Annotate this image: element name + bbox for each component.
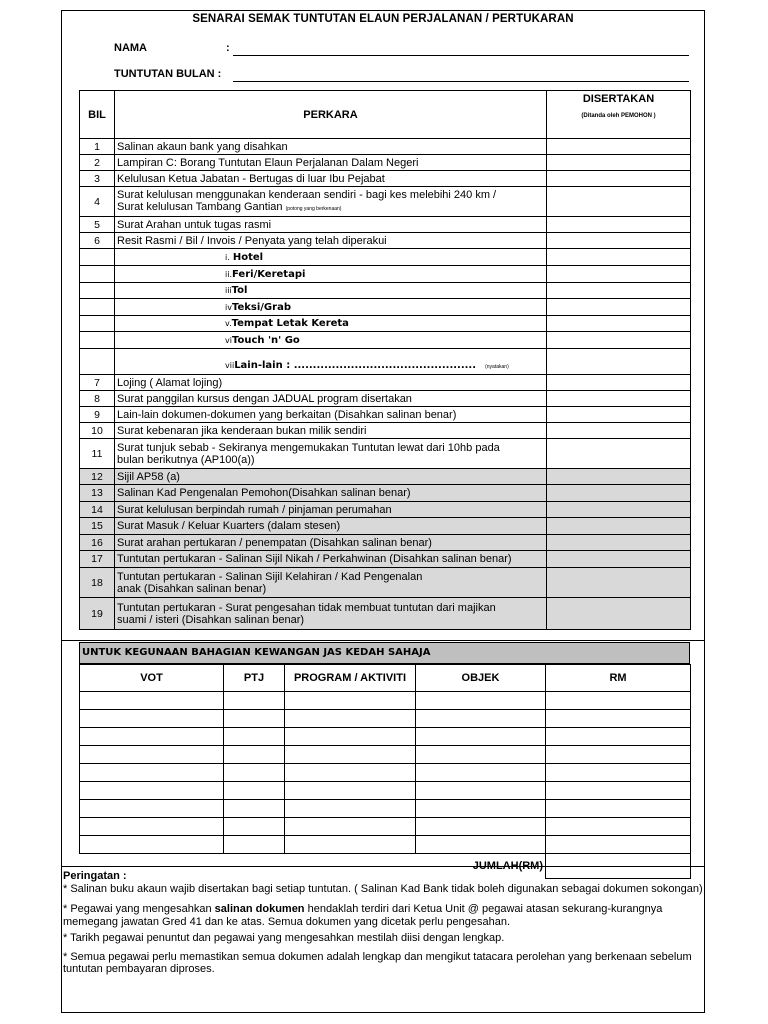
program-cell[interactable] [285,836,416,854]
table-row [80,469,691,485]
objek-cell[interactable] [416,692,546,710]
subitem-num: vii [225,361,235,370]
note-1: * Salinan buku akaun wajib disertakan bagi setiap tuntutan. ( Salinan Kad Bank tidak boleh digunakan sebagai dokumen sokongan) [63,882,703,895]
row-number: 13 [80,485,115,502]
table-row [80,233,691,249]
section-divider [61,640,705,641]
row-number: 14 [80,502,115,518]
checkbox-cell[interactable] [547,349,691,375]
col-perkara-header: PERKARA [115,91,547,139]
note-3: * Tarikh pegawai penuntut dan pegawai yang mengesahkan mestilah diisi dengan lengkap. [63,932,505,944]
objek-cell[interactable] [416,728,546,746]
disertakan-note: (Ditanda oleh PEMOHON ) [581,113,656,119]
row-text: Resit Rasmi / Bil / Invois / Penyata yang telah diperakui [115,233,547,249]
row-number: 17 [80,551,115,568]
row-number: 10 [80,423,115,439]
row-text-line2 [117,201,546,215]
rm-cell[interactable] [546,818,691,836]
ptj-cell[interactable] [224,800,285,818]
table-row [80,485,691,502]
note-2-bold: salinan dokumen [214,903,305,915]
nama-field[interactable] [233,55,689,56]
checkbox-cell[interactable] [547,391,691,407]
table-row [80,407,691,423]
empty-bil [80,266,115,283]
row-text: Lojing ( Alamat lojing) [115,375,547,391]
row-text: Surat Masuk / Keluar Kuarters (dalam stesen) [115,518,547,535]
finance-row [80,800,691,818]
note-2 [63,903,703,928]
checkbox-cell[interactable] [547,155,691,171]
row-text-line1: Surat tunjuk sebab - Sekiranya mengemukakan Tuntutan lewat dari 10hb pada [117,441,500,454]
note-2-post: hendaklah terdiri dari Ketua Unit @ pegawai atasan sekurang-kurangnya memegang jawatan Gred 41 dan ke atas. Semua dokumen yang dicetak perlu pengesahan. [63,903,663,928]
col-disertakan-header [547,91,691,139]
rm-cell[interactable] [546,710,691,728]
row-number: 4 [80,187,115,217]
ptj-cell[interactable] [224,728,285,746]
row-text-line2: anak (Disahkan salinan benar) [117,582,267,595]
ptj-cell[interactable] [224,746,285,764]
subitem-row [80,332,691,349]
table-row [80,598,691,630]
subitem-row [80,249,691,266]
row-text: Surat Arahan untuk tugas rasmi [115,217,547,233]
program-cell[interactable] [285,746,416,764]
empty-bil [80,332,115,349]
checkbox-cell[interactable] [547,518,691,535]
empty-bil [80,249,115,266]
row-number: 9 [80,407,115,423]
subitem-num: ii. [225,269,232,279]
row-text: Surat arahan pertukaran / penempatan (Disahkan salinan benar) [115,535,547,551]
program-cell[interactable] [285,764,416,782]
total-label: JUMLAH(RM) [80,854,546,879]
col-bil-header: BIL [80,91,115,139]
nama-colon: : [226,42,230,54]
checkbox-cell[interactable] [547,469,691,485]
row-text-line2: suami / isteri (Disahkan salinan benar) [117,613,305,626]
finance-row [80,710,691,728]
row-text: Tuntutan pertukaran - Salinan Sijil Nikah / Perkahwinan (Disahkan salinan benar) [115,551,547,568]
checkbox-cell[interactable] [547,375,691,391]
subitem-cell [115,299,547,316]
row-text-line2-main: Surat kelulusan Tambang Gantian [117,200,283,213]
tuntutan-bulan-label: TUNTUTAN BULAN : [114,68,222,80]
vot-cell[interactable] [80,746,224,764]
table-row [80,391,691,407]
note-4: * Semua pegawai perlu memastikan semua dokumen adalah lengkap dan mengikut tatacara perolehan yang berkenaan sebelum tuntutan pembayaran diproses. [63,950,692,975]
subitem-text: Feri/Keretapi [232,268,306,280]
subitem-num: i. [225,252,230,262]
row-number: 12 [80,469,115,485]
row-text: Kelulusan Ketua Jabatan - Bertugas di luar Ibu Pejabat [115,171,547,187]
table-row [80,375,691,391]
row-number: 1 [80,139,115,155]
vot-cell[interactable] [80,710,224,728]
empty-bil [80,349,115,375]
table-row [80,568,691,598]
vot-cell[interactable] [80,692,224,710]
row-number: 3 [80,171,115,187]
checklist-table [79,90,691,630]
checkbox-cell[interactable] [547,502,691,518]
tuntutan-bulan-field[interactable] [233,81,689,82]
checkbox-cell[interactable] [547,332,691,349]
finance-row [80,692,691,710]
checkbox-cell[interactable] [547,551,691,568]
notes-heading: Peringatan : [63,870,127,882]
vot-cell[interactable] [80,782,224,800]
checkbox-cell[interactable] [547,423,691,439]
subitem-num: v. [225,319,232,328]
checkbox-cell[interactable] [547,316,691,332]
vot-cell[interactable] [80,728,224,746]
checkbox-cell[interactable] [547,283,691,299]
checkbox-cell[interactable] [547,439,691,469]
checkbox-cell[interactable] [547,535,691,551]
row-number: 15 [80,518,115,535]
row-text: Salinan akaun bank yang disahkan [115,139,547,155]
program-cell[interactable] [285,692,416,710]
row-text [115,187,547,217]
subitem-text: Hotel [232,251,264,263]
vot-cell[interactable] [80,764,224,782]
table-row [80,217,691,233]
ptj-cell[interactable] [224,710,285,728]
objek-cell[interactable] [416,710,546,728]
subitem-num: iii [225,286,232,295]
col-rm: RM [546,665,691,692]
ptj-cell[interactable] [224,692,285,710]
subitem-cell [115,283,547,299]
subitem-row [80,316,691,332]
col-vot: VOT [80,665,224,692]
checkbox-cell[interactable] [547,266,691,283]
checkbox-cell[interactable] [547,598,691,630]
rm-cell[interactable] [546,746,691,764]
program-cell[interactable] [285,782,416,800]
empty-bil [80,283,115,299]
row-text: Salinan Kad Pengenalan Pemohon(Disahkan salinan benar) [115,485,547,502]
row-text: Surat panggilan kursus dengan JADUAL program disertakan [115,391,547,407]
subitem-num: vi [225,335,232,345]
notes-divider [61,866,705,867]
finance-table [79,664,691,879]
rm-cell[interactable] [546,764,691,782]
row-text-line1: Surat kelulusan menggunakan kenderaan sendiri - bagi kes melebihi 240 km / [117,188,497,201]
ptj-cell[interactable] [224,782,285,800]
subitem-row [80,349,691,375]
row-number: 18 [80,568,115,598]
subitem-row [80,266,691,283]
disertakan-title: DISERTAKAN [582,93,655,105]
rm-cell[interactable] [546,800,691,818]
row-text-line1: Tuntutan pertukaran - Surat pengesahan tidak membuat tuntutan dari majikan [117,601,496,614]
finance-row [80,728,691,746]
lainlain-note: (nyatakan) [485,364,509,370]
row-text: Surat kebenaran jika kenderaan bukan milik sendiri [115,423,547,439]
subitem-row [80,283,691,299]
subitem-cell [115,266,547,283]
checkbox-cell[interactable] [547,139,691,155]
row-text-line1: Tuntutan pertukaran - Salinan Sijil Kelahiran / Kad Pengenalan [117,570,423,583]
finance-row [80,818,691,836]
checkbox-cell[interactable] [547,407,691,423]
program-cell[interactable] [285,800,416,818]
subitem-cell [115,316,547,332]
checkbox-cell[interactable] [547,217,691,233]
subitem-text: Touch 'n' Go [231,334,300,346]
row-number: 11 [80,439,115,469]
ptj-cell[interactable] [224,818,285,836]
table-row [80,502,691,518]
row-number: 2 [80,155,115,171]
subitem-text: Teksi/Grab [231,301,291,313]
subitem-row [80,299,691,316]
finance-row [80,836,691,854]
rm-cell[interactable] [546,728,691,746]
table-row [80,139,691,155]
subitem-cell [115,332,547,349]
checkbox-cell[interactable] [547,299,691,316]
vot-cell[interactable] [80,836,224,854]
lainlain-text: Lain-lain : ................................................ [234,360,477,371]
objek-cell[interactable] [416,836,546,854]
rm-cell[interactable] [546,782,691,800]
ptj-cell[interactable] [224,764,285,782]
col-ptj: PTJ [224,665,285,692]
row-text-line2: bulan berikutnya (AP100(a)) [117,453,255,466]
row-text: Sijil AP58 (a) [115,469,547,485]
program-cell[interactable] [285,728,416,746]
row-number: 6 [80,233,115,249]
note-2-pre: * Pegawai yang mengesahkan [63,903,215,915]
objek-cell[interactable] [416,800,546,818]
col-program: PROGRAM / AKTIVITI [285,665,416,692]
finance-header-row [80,665,691,692]
table-row [80,155,691,171]
row-text: Surat kelulusan berpindah rumah / pinjaman perumahan [115,502,547,518]
form-title: SENARAI SEMAK TUNTUTAN ELAUN PERJALANAN / PERTUKARAN [192,13,574,25]
empty-bil [80,299,115,316]
table-row [80,535,691,551]
objek-cell[interactable] [416,746,546,764]
finance-banner: UNTUK KEGUNAAN BAHAGIAN KEWANGAN JAS KEDAH SAHAJA [79,642,690,664]
objek-cell[interactable] [416,818,546,836]
table-row [80,518,691,535]
subitem-cell [115,349,547,375]
table-row [80,423,691,439]
finance-row [80,782,691,800]
vot-cell[interactable] [80,818,224,836]
checkbox-cell[interactable] [547,187,691,217]
subitem-text: Tempat Letak Kereta [231,318,349,329]
row-number: 7 [80,375,115,391]
notes-section [63,870,703,976]
table-row [80,187,691,217]
row-text [115,598,547,630]
col-objek: OBJEK [416,665,546,692]
subitem-cell [115,249,547,266]
program-cell[interactable] [285,710,416,728]
finance-row [80,746,691,764]
row-number: 8 [80,391,115,407]
subitem-text: Tol [231,285,248,296]
table-header-row [80,91,691,139]
checkbox-cell[interactable] [547,233,691,249]
nama-label: NAMA [114,42,147,54]
rm-cell[interactable] [546,692,691,710]
row-text [115,568,547,598]
checkbox-cell[interactable] [547,171,691,187]
vot-cell[interactable] [80,800,224,818]
objek-cell[interactable] [416,782,546,800]
program-cell[interactable] [285,818,416,836]
checkbox-cell[interactable] [547,249,691,266]
row-text: Lampiran C: Borang Tuntutan Elaun Perjalanan Dalam Negeri [115,155,547,171]
row-text: Lain-lain dokumen-dokumen yang berkaitan (Disahkan salinan benar) [115,407,547,423]
empty-bil [80,316,115,332]
objek-cell[interactable] [416,764,546,782]
table-row [80,171,691,187]
row-number: 19 [80,598,115,630]
row-number: 5 [80,217,115,233]
finance-row [80,764,691,782]
ptj-cell[interactable] [224,836,285,854]
row-number: 16 [80,535,115,551]
table-row [80,551,691,568]
table-row [80,439,691,469]
row-text [115,439,547,469]
row-note: (potong yang berkenaan) [285,205,342,212]
rm-cell[interactable] [546,836,691,854]
checkbox-cell[interactable] [547,568,691,598]
subitem-num: iv [225,302,232,312]
checkbox-cell[interactable] [547,485,691,502]
